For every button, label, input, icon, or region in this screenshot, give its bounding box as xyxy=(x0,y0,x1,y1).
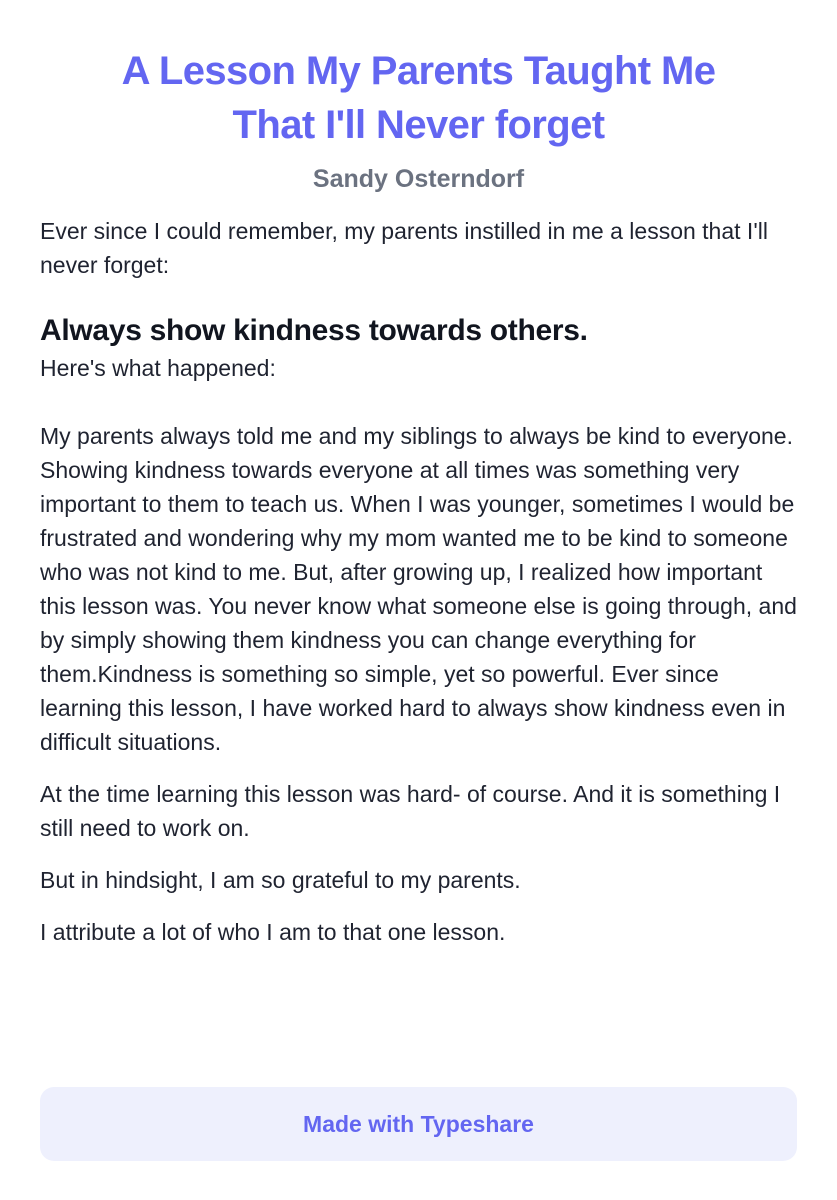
author-name: Sandy Osterndorf xyxy=(312,165,525,193)
article-title xyxy=(40,0,797,152)
body-paragraph-2: At the time learning this lesson was hard- of course. And it is something I still need to work on. xyxy=(40,781,781,841)
made-with-typeshare-button[interactable] xyxy=(40,1087,797,1161)
body-paragraph-1: My parents always told me and my siblings to always be kind to everyone. Showing kindness towards everyone at all times was something very important to them to teach us. When I was younger, sometimes I would be frustrated and wondering why my mom wanted me to be kind to someone who was not kind to me. But, after growing up, I realized how important this lesson was. You never know what someone else is going through, and by simply showing them kindness you can change everything for them.Kindness is something so simple, yet so powerful. Ever since learning this lesson, I have worked hard to always show kindness even in difficult situations. xyxy=(40,423,797,755)
body-paragraph-4: I attribute a lot of who I am to that one lesson. xyxy=(40,919,506,945)
intro-paragraph: Ever since I could remember, my parents instilled in me a lesson that I'll never forget: xyxy=(40,218,768,278)
lead-paragraph: Here's what happened: xyxy=(40,355,276,381)
section-heading: Always show kindness towards others. xyxy=(40,314,588,347)
article-title-line-1: A Lesson My Parents Taught Me xyxy=(121,49,716,93)
body-paragraph-3: But in hindsight, I am so grateful to my parents. xyxy=(40,867,521,893)
footer-label: Made with Typeshare xyxy=(303,1110,534,1137)
article-title-line-2: That I'll Never forget xyxy=(232,103,605,147)
